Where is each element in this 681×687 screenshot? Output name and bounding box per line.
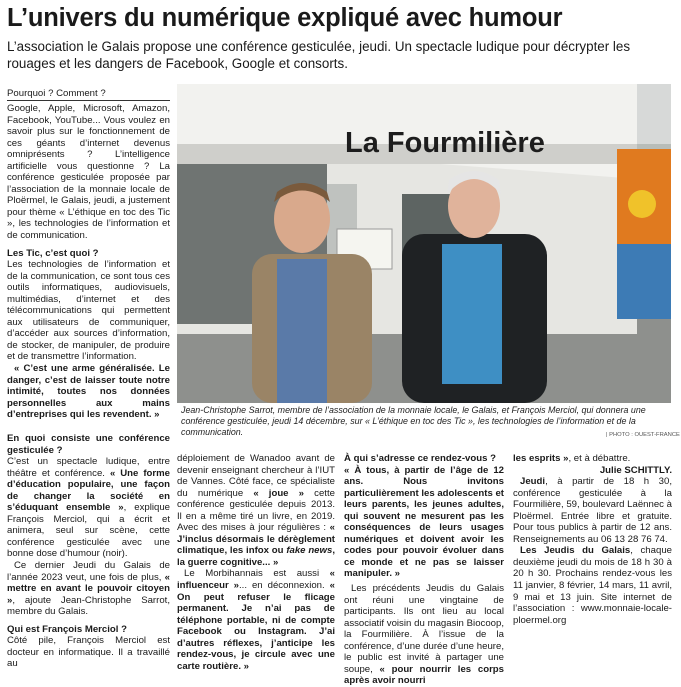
headline: L’univers du numérique expliqué avec humour bbox=[7, 4, 563, 32]
article-column-4 bbox=[513, 453, 672, 626]
photo-svg bbox=[177, 84, 671, 403]
article-column-2 bbox=[177, 453, 335, 672]
audience-quote: « À tous, à partir de l’âge de 12 ans. Nous invitons particulièrement les adolescents et leurs parents, les jeunes adultes, qui souvent ne mesurent pas les conséquences de leurs usages numériques et doivent avoir les codes pour pouvoir évoluer dans ce monde et ne pas se laisser manipuler. » bbox=[344, 464, 504, 580]
merciol-paragraph: Côté pile, François Merciol est docteur en informatique. Il a travaillé au bbox=[7, 635, 170, 670]
subhead-conference: En quoi consiste une conférence gesticulée ? bbox=[7, 433, 170, 456]
man-right-shirt bbox=[442, 244, 502, 384]
man-left-shirt bbox=[277, 259, 327, 403]
influencer-paragraph: Le Morbihannais est aussi « influenceur »... en déconnexion. « On peut refuser le flicage permanent. Je n’ai pas de téléphone portable, ni de compte Facebook ou Instagram. J’ai d’autres réflexes, j’anticipe les rendez-vous, je circule avec une carte routière. » bbox=[177, 568, 335, 672]
merciol-bio: déploiement de Wanadoo avant de devenir enseignant chercheur à l’IUT de Vannes. Côté face, ce spécialiste du numérique « joue » cette conférence gesticulée depuis 2013. Il en a même tiré un livre, en 2019. Avec des mises à jour régulières : « J’inclus désormais le dérèglement climatique, les infox ou fake news, la guerre cognitive... » bbox=[177, 453, 336, 568]
tic-quote: « C’est une arme généralisée. Le danger, c’est de laisser toute notre intimité, toutes nos données personnelles aux mains d’entreprises qui les revendent. » bbox=[7, 363, 170, 421]
closing-sentence: les esprits », et à débattre. bbox=[513, 453, 631, 464]
article-column-1b bbox=[7, 430, 170, 670]
intro-paragraph: Google, Apple, Microsoft, Amazon, Facebook, YouTube... Vous voulez en savoir plus sur le fonctionnement de ces géants d’internet devenus omniprésents ? L’intelligence artificielle vous questionne ? La conférence gesticulée proposée par l’association de la monnaie locale de Ploërmel, le Galais, jeudi, a justement pour thème « L’éthique en toc des Tic », les technologies de l’information et de communication. bbox=[7, 103, 170, 242]
kicker: Pourquoi ? Comment ? bbox=[7, 88, 170, 101]
photo bbox=[177, 84, 671, 403]
subhead-merciol: Qui est François Merciol ? bbox=[7, 623, 127, 635]
previous-events-paragraph: Les précédents Jeudis du Galais ont réuni une vingtaine de participants. Ils ont lieu au local associatif voisin du magasin Biocoop, la Fourmilière. À l’issue de la conférence, d’une durée d’une heure, le public est invité à partager une soupe, « pour nourrir les corps après avoir nourri bbox=[344, 583, 504, 687]
mural-blue bbox=[617, 244, 671, 319]
mural-sun bbox=[628, 190, 656, 218]
article-column-1 bbox=[7, 103, 170, 421]
jeudis-info: Les Jeudis du Galais, chaque deuxième jeudi du mois de 18 h 30 à 20 h 30. Prochains rendez-vous les 11 janvier, 8 février, 14 mars, 11 avril, 9 mai et 13 juin. Site internet de l’association : www.monnaie-locale-ploermel.org bbox=[513, 545, 672, 626]
subhead-audience: À qui s’adresse ce rendez-vous ? bbox=[344, 453, 496, 464]
sign-text: La Fourmilière bbox=[345, 127, 545, 159]
lead-paragraph: L’association le Galais propose une conférence gesticulée, jeudi. Un spectacle ludique pour décrypter les rouages et les dangers de Facebook, Google et consorts. bbox=[7, 39, 631, 71]
photo-credit: | PHOTO : OUEST-FRANCE bbox=[606, 432, 680, 438]
conference-paragraph: C’est un spectacle ludique, entre théâtre et conférence. « Une forme d’éducation populaire, une façon de changer la société en s’éduquant ensemble », explique François Merciol, qui a écrit et animera, seul sur scène, cette conférence gesticulée avec une bonne dose d’humour (noir). bbox=[7, 456, 171, 560]
article-column-3 bbox=[344, 453, 504, 687]
subhead-tic: Les Tic, c’est quoi ? bbox=[7, 247, 99, 259]
author-signature: Julie SCHITTLY. bbox=[599, 464, 672, 476]
galais-paragraph: Ce dernier Jeudi du Galais de l’année 2023 veut, une fois de plus, « mettre en avant le pouvoir citoyen », ajoute Jean-Christophe Sarrot, membre du Galais. bbox=[7, 560, 170, 618]
photo-caption: Jean-Christophe Sarrot, membre de l’association de la monnaie locale, le Galais, et François Merciol, qui donnera une conférence gesticulée, jeudi 14 décembre, sur « L’éthique en toc des Tic », les technologies de l’information et de la communication. bbox=[181, 405, 646, 437]
tic-paragraph: Les technologies de l’information et de la communication, ce sont tous ces outils informatiques, audiovisuels, multimédias, d’internet et des télécommunications qui permettent aux utilisateurs de communiquer, d’accéder aux sources d’information, de stocker, de manipuler, de produire et de transmettre l’information. bbox=[7, 259, 170, 363]
practical-info: Jeudi, à partir de 18 h 30, conférence gesticulée à la Fourmilière, 59, boulevard Laënnec à Ploërmel. Entrée libre et gratuite. Pour tous publics à partir de 12 ans. Renseignements au 06 13 28 76 74. bbox=[513, 476, 672, 545]
